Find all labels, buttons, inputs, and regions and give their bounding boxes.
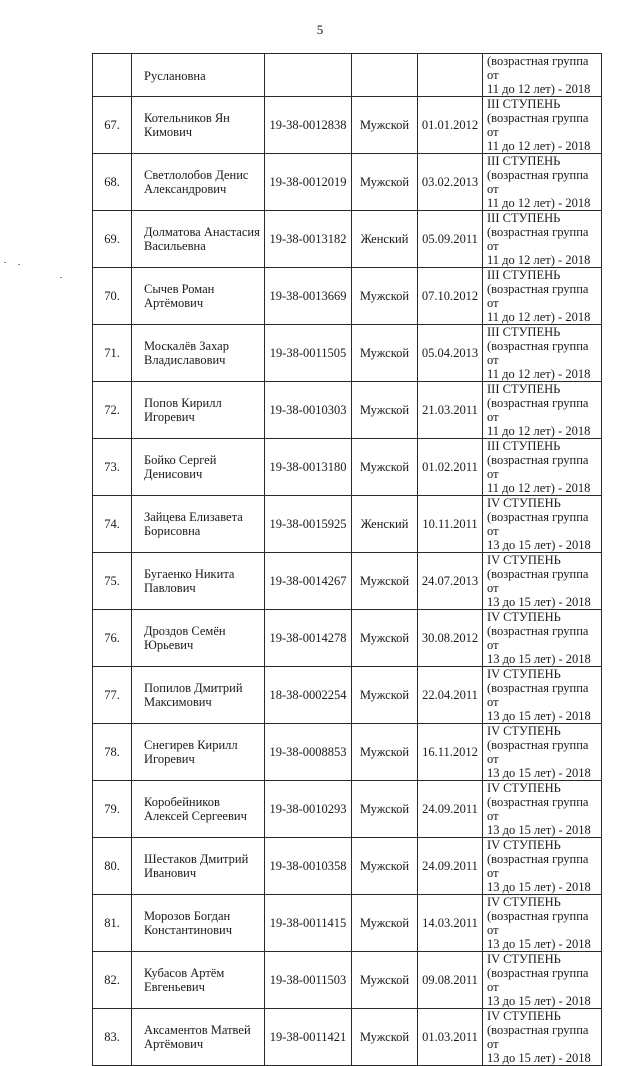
cell-name (132, 211, 265, 268)
cell-name-text: Дроздов Семён Юрьевич (144, 624, 226, 652)
cell-gender: Мужской (352, 895, 418, 952)
cell-name (132, 553, 265, 610)
table-row (93, 211, 602, 268)
cell-number: 69. (93, 211, 132, 268)
cell-id: 19-38-0010293 (265, 781, 352, 838)
cell-stage: III СТУПЕНЬ (возрастная группа от 11 до 12 лет) - 2018 (483, 154, 602, 211)
table-row-continued (93, 54, 602, 97)
cell-name-text: Сычев Роман Артёмович (144, 282, 215, 310)
cell-number: 81. (93, 895, 132, 952)
cell-id: 19-38-0011421 (265, 1009, 352, 1066)
cell-id: 19-38-0010358 (265, 838, 352, 895)
cell-gender: Женский (352, 496, 418, 553)
cell-gender: Мужской (352, 382, 418, 439)
cell-birthdate: 10.11.2011 (418, 496, 483, 553)
cell-name (132, 97, 265, 154)
table-row (93, 667, 602, 724)
cell-name (132, 382, 265, 439)
cell-gender: Мужской (352, 439, 418, 496)
cell-number: 80. (93, 838, 132, 895)
cell-id: 19-38-0011415 (265, 895, 352, 952)
cell-id (265, 54, 352, 97)
cell-birthdate: 14.03.2011 (418, 895, 483, 952)
cell-id: 19-38-0011505 (265, 325, 352, 382)
table-row (93, 610, 602, 667)
cell-birthdate: 01.03.2011 (418, 1009, 483, 1066)
cell-stage: III СТУПЕНЬ (возрастная группа от 11 до 12 лет) - 2018 (483, 382, 602, 439)
cell-number: 78. (93, 724, 132, 781)
cell-birthdate: 30.08.2012 (418, 610, 483, 667)
cell-name-text: Коробейников Алексей Сергеевич (144, 795, 247, 823)
page-number: 5 (316, 22, 324, 37)
cell-number: 70. (93, 268, 132, 325)
cell-gender (352, 54, 418, 97)
cell-name (132, 325, 265, 382)
cell-name-text: Бойко Сергей Денисович (144, 453, 217, 481)
table-row (93, 97, 602, 154)
cell-name-text: Светлолобов Денис Александрович (144, 168, 249, 196)
cell-name (132, 724, 265, 781)
cell-id: 18-38-0002254 (265, 667, 352, 724)
cell-name-text: Шестаков Дмитрий Иванович (144, 852, 249, 880)
cell-id: 19-38-0012019 (265, 154, 352, 211)
cell-name (132, 1009, 265, 1066)
cell-stage: III СТУПЕНЬ (возрастная группа от 11 до 12 лет) - 2018 (483, 268, 602, 325)
cell-name-text: Бугаенко Никита Павлович (144, 567, 235, 595)
table-row (93, 439, 602, 496)
cell-name (132, 610, 265, 667)
cell-gender: Мужской (352, 553, 418, 610)
cell-birthdate: 01.02.2011 (418, 439, 483, 496)
cell-number: 68. (93, 154, 132, 211)
cell-stage: IV СТУПЕНЬ (возрастная группа от 13 до 15 лет) - 2018 (483, 838, 602, 895)
cell-name (132, 895, 265, 952)
cell-stage: III СТУПЕНЬ (возрастная группа от 11 до 12 лет) - 2018 (483, 97, 602, 154)
cell-stage: III СТУПЕНЬ (возрастная группа от 11 до 12 лет) - 2018 (483, 325, 602, 382)
cell-stage: IV СТУПЕНЬ (возрастная группа от 13 до 15 лет) - 2018 (483, 1009, 602, 1066)
cell-id: 19-38-0014267 (265, 553, 352, 610)
cell-name (132, 496, 265, 553)
cell-birthdate: 24.09.2011 (418, 781, 483, 838)
cell-name (132, 667, 265, 724)
cell-number: 77. (93, 667, 132, 724)
cell-id: 19-38-0013669 (265, 268, 352, 325)
cell-id: 19-38-0014278 (265, 610, 352, 667)
cell-birthdate: 21.03.2011 (418, 382, 483, 439)
table-row (93, 154, 602, 211)
cell-name-text: Снегирев Кирилл Игоревич (144, 738, 238, 766)
scan-speck (4, 262, 6, 263)
cell-id: 19-38-0010303 (265, 382, 352, 439)
cell-gender: Мужской (352, 325, 418, 382)
cell-name-text: Морозов Богдан Константинович (144, 909, 233, 937)
cell-gender: Мужской (352, 667, 418, 724)
table-row (93, 1009, 602, 1066)
table-row (93, 952, 602, 1009)
table-row (93, 838, 602, 895)
cell-name-text: Кубасов Артём Евгеньевич (144, 966, 225, 994)
cell-id: 19-38-0013180 (265, 439, 352, 496)
cell-stage: IV СТУПЕНЬ (возрастная группа от 13 до 15 лет) - 2018 (483, 781, 602, 838)
cell-name (132, 54, 265, 97)
cell-stage: IV СТУПЕНЬ (возрастная группа от 13 до 15 лет) - 2018 (483, 610, 602, 667)
cell-stage: IV СТУПЕНЬ (возрастная группа от 13 до 15 лет) - 2018 (483, 952, 602, 1009)
cell-gender: Мужской (352, 268, 418, 325)
scan-speck (60, 277, 62, 278)
cell-birthdate: 05.04.2013 (418, 325, 483, 382)
cell-name (132, 154, 265, 211)
table-row (93, 325, 602, 382)
cell-gender: Мужской (352, 838, 418, 895)
cell-stage: IV СТУПЕНЬ (возрастная группа от 13 до 15 лет) - 2018 (483, 496, 602, 553)
cell-name-text: Котельников Ян Кимович (144, 111, 230, 139)
cell-gender: Мужской (352, 1009, 418, 1066)
cell-name-text: Попилов Дмитрий Максимович (144, 681, 243, 709)
table-row (93, 382, 602, 439)
cell-stage: III СТУПЕНЬ (возрастная группа от 11 до 12 лет) - 2018 (483, 439, 602, 496)
cell-number: 74. (93, 496, 132, 553)
cell-stage: IV СТУПЕНЬ (возрастная группа от 13 до 15 лет) - 2018 (483, 553, 602, 610)
cell-birthdate: 16.11.2012 (418, 724, 483, 781)
cell-name-text: Зайцева Елизавета Борисовна (144, 510, 243, 538)
cell-birthdate: 05.09.2011 (418, 211, 483, 268)
cell-gender: Женский (352, 211, 418, 268)
cell-name (132, 838, 265, 895)
cell-gender: Мужской (352, 952, 418, 1009)
cell-birthdate: 24.07.2013 (418, 553, 483, 610)
cell-gender: Мужской (352, 154, 418, 211)
results-table-body (93, 54, 602, 1066)
cell-number: 75. (93, 553, 132, 610)
cell-number: 83. (93, 1009, 132, 1066)
cell-gender: Мужской (352, 724, 418, 781)
table-row (93, 895, 602, 952)
cell-stage: III СТУПЕНЬ (возрастная группа от 11 до 12 лет) - 2018 (483, 211, 602, 268)
cell-number (93, 54, 132, 97)
table-row (93, 268, 602, 325)
cell-name (132, 952, 265, 1009)
cell-stage: IV СТУПЕНЬ (возрастная группа от 13 до 15 лет) - 2018 (483, 667, 602, 724)
cell-name (132, 781, 265, 838)
cell-stage: (возрастная группа от 11 до 12 лет) - 2018 (483, 54, 602, 97)
cell-id: 19-38-0015925 (265, 496, 352, 553)
cell-number: 73. (93, 439, 132, 496)
cell-gender: Мужской (352, 610, 418, 667)
cell-name-text: Попов Кирилл Игоревич (144, 396, 222, 424)
cell-birthdate: 09.08.2011 (418, 952, 483, 1009)
results-table (92, 53, 602, 1066)
cell-gender: Мужской (352, 97, 418, 154)
table-row (93, 496, 602, 553)
cell-stage: IV СТУПЕНЬ (возрастная группа от 13 до 15 лет) - 2018 (483, 895, 602, 952)
cell-id: 19-38-0013182 (265, 211, 352, 268)
table-row (93, 781, 602, 838)
cell-number: 71. (93, 325, 132, 382)
cell-number: 76. (93, 610, 132, 667)
cell-birthdate: 22.04.2011 (418, 667, 483, 724)
cell-gender: Мужской (352, 781, 418, 838)
cell-birthdate: 03.02.2013 (418, 154, 483, 211)
scan-speck (18, 264, 20, 265)
cell-stage: IV СТУПЕНЬ (возрастная группа от 13 до 15 лет) - 2018 (483, 724, 602, 781)
cell-number: 82. (93, 952, 132, 1009)
cell-birthdate (418, 54, 483, 97)
cell-id: 19-38-0012838 (265, 97, 352, 154)
cell-number: 79. (93, 781, 132, 838)
cell-name-text: Аксаментов Матвей Артёмович (144, 1023, 251, 1051)
table-row (93, 724, 602, 781)
cell-birthdate: 24.09.2011 (418, 838, 483, 895)
cell-birthdate: 01.01.2012 (418, 97, 483, 154)
cell-name (132, 268, 265, 325)
cell-name-text: Долматова Анастасия Васильевна (144, 225, 260, 253)
cell-name-text: Руслановна (144, 68, 206, 83)
table-row (93, 553, 602, 610)
cell-id: 19-38-0008853 (265, 724, 352, 781)
cell-birthdate: 07.10.2012 (418, 268, 483, 325)
cell-number: 72. (93, 382, 132, 439)
cell-id: 19-38-0011503 (265, 952, 352, 1009)
cell-number: 67. (93, 97, 132, 154)
cell-name (132, 439, 265, 496)
cell-name-text: Москалёв Захар Владиславович (144, 339, 229, 367)
